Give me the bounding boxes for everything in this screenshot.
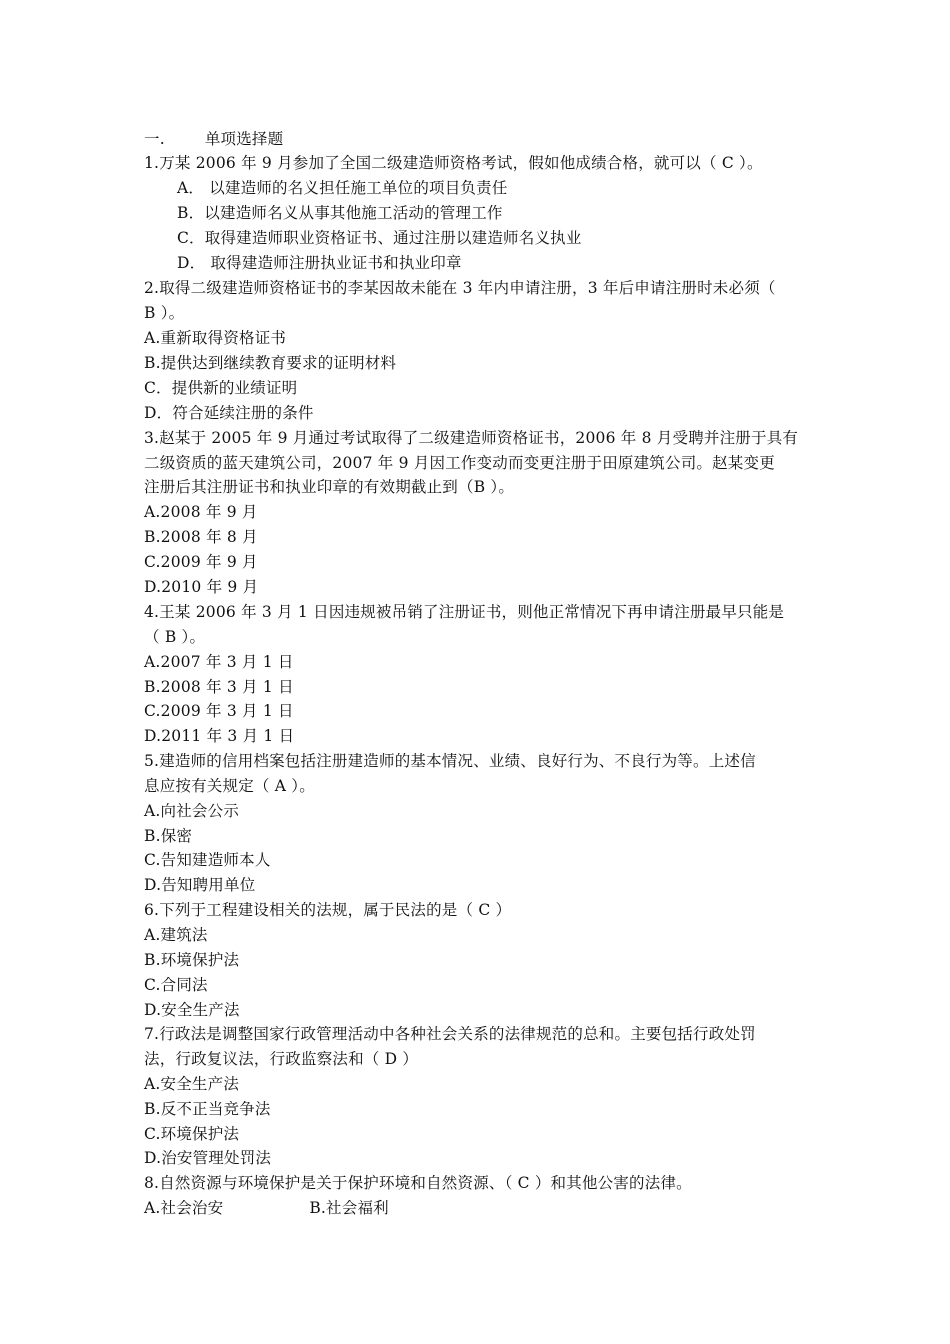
question-2-option-a: A.重新取得资格证书 — [144, 329, 287, 347]
question-4-stem-line-2: （ B ）。 — [144, 628, 206, 646]
question-1-option-d: D． 取得建造师注册执业证书和执业印章 — [177, 254, 462, 272]
question-4-option-c: C.2009 年 3 月 1 日 — [144, 702, 294, 720]
question-2-option-d: D．符合延续注册的条件 — [144, 404, 314, 422]
question-4-option-a: A.2007 年 3 月 1 日 — [144, 653, 294, 671]
question-5-stem-line-1: 5.建造师的信用档案包括注册建造师的基本情况、业绩、良好行为、不良行为等。上述信 — [144, 752, 756, 770]
section-title: 单项选择题 — [204, 130, 284, 148]
question-3-option-d: D.2010 年 9 月 — [144, 578, 259, 596]
question-1-option-b: B．以建造师名义从事其他施工活动的管理工作 — [177, 204, 503, 222]
section-number: 一. — [144, 130, 165, 148]
question-2-stem-line-1: 2.取得二级建造师资格证书的李某因故未能在 3 年内申请注册，3 年后申请注册时未必须（ — [144, 279, 776, 297]
question-6-option-a: A.建筑法 — [144, 926, 208, 944]
question-8-option-b: B.社会福利 — [309, 1199, 389, 1217]
question-5-option-d: D.告知聘用单位 — [144, 876, 256, 894]
question-4-stem-line-1: 4.王某 2006 年 3 月 1 日因违规被吊销了注册证书，则他正常情况下再申请注册最早只能是 — [144, 603, 785, 621]
question-5-stem-line-2: 息应按有关规定（ A ）。 — [144, 777, 315, 795]
question-2-option-c: C．提供新的业绩证明 — [144, 379, 298, 397]
question-3-stem-line-2: 二级资质的蓝天建筑公司，2007 年 9 月因工作变动而变更注册于田原建筑公司。赵某变更 — [144, 454, 775, 472]
question-5-option-b: B.保密 — [144, 827, 193, 845]
question-6-option-d: D.安全生产法 — [144, 1001, 240, 1019]
section-heading — [144, 127, 283, 151]
question-5-option-a: A.向社会公示 — [144, 802, 240, 820]
question-6-option-c: C.合同法 — [144, 976, 208, 994]
question-1-stem: 1.万某 2006 年 9 月参加了全国二级建造师资格考试，假如他成绩合格，就可以（ C ）。 — [144, 154, 763, 172]
question-8-stem: 8.自然资源与环境保护是关于保护环境和自然资源、（ C ）和其他公害的法律。 — [144, 1174, 692, 1192]
question-6-option-b: B.环境保护法 — [144, 951, 240, 969]
question-7-stem-line-1: 7.行政法是调整国家行政管理活动中各种社会关系的法律规范的总和。主要包括行政处罚 — [144, 1025, 756, 1043]
question-7-option-d: D.治安管理处罚法 — [144, 1149, 272, 1167]
question-2-stem-line-2: B ）。 — [144, 304, 185, 322]
question-3-option-b: B.2008 年 8 月 — [144, 528, 258, 546]
question-5-option-c: C.告知建造师本人 — [144, 851, 271, 869]
question-3-stem-line-3: 注册后其注册证书和执业印章的有效期截止到（B ）。 — [144, 478, 515, 496]
question-3-stem-line-1: 3.赵某于 2005 年 9 月通过考试取得了二级建造师资格证书，2006 年 8 月受聘并注册于具有 — [144, 429, 799, 447]
question-2-option-b: B.提供达到继续教育要求的证明材料 — [144, 354, 397, 372]
question-1-option-c: C．取得建造师职业资格证书、通过注册以建造师名义执业 — [177, 229, 582, 247]
question-7-option-c: C.环境保护法 — [144, 1125, 240, 1143]
question-3-option-c: C.2009 年 9 月 — [144, 553, 258, 571]
question-7-option-a: A.安全生产法 — [144, 1075, 240, 1093]
question-7-option-b: B.反不正当竞争法 — [144, 1100, 271, 1118]
question-8-options-row — [144, 1196, 389, 1220]
question-7-stem-line-2: 法，行政复议法，行政监察法和（ D ） — [144, 1050, 419, 1068]
question-4-option-d: D.2011 年 3 月 1 日 — [144, 727, 295, 745]
question-8-option-a: A.社会治安 — [144, 1199, 224, 1217]
question-6-stem: 6.下列于工程建设相关的法规，属于民法的是（ C ） — [144, 901, 512, 919]
question-4-option-b: B.2008 年 3 月 1 日 — [144, 678, 294, 696]
question-1-option-a: A． 以建造师的名义担任施工单位的项目负责任 — [177, 179, 508, 197]
question-3-option-a: A.2008 年 9 月 — [144, 503, 258, 521]
